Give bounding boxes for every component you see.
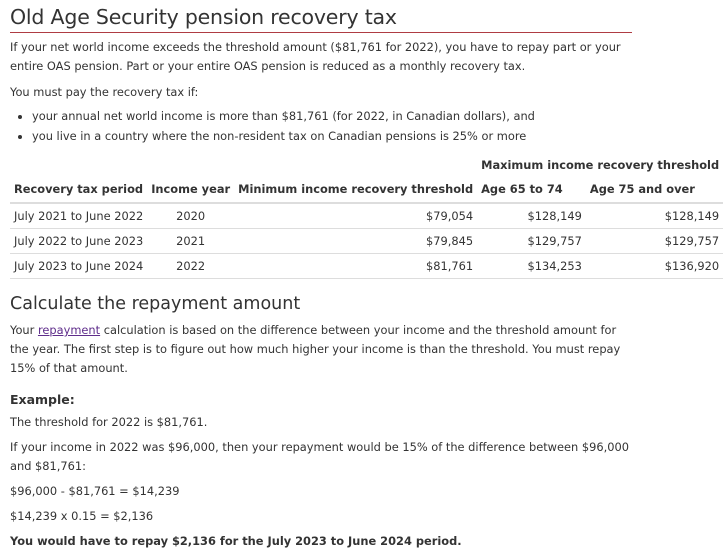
cell-minimum: $81,761 (234, 254, 477, 279)
intro-paragraph: If your net world income exceeds the threshold amount ($81,761 for 2022), you have to repay part or your entire OAS pension. Part or your entire OAS pension is reduced as a monthly recovery tax. (10, 40, 621, 73)
cell-age-75: $136,920 (586, 254, 723, 279)
cell-age-65-74: $129,757 (477, 229, 586, 254)
example-threshold-line: The threshold for 2022 is $81,761. (10, 415, 208, 429)
calc-heading: Calculate the repayment amount (10, 294, 301, 314)
cell-year: 2020 (147, 203, 234, 229)
column-header-period: Recovery tax period (10, 176, 147, 203)
table-row (10, 229, 723, 254)
column-header-minimum: Minimum income recovery threshold (234, 176, 477, 203)
table-header-row (10, 176, 723, 203)
must-pay-lead: You must pay the recovery tax if: (10, 85, 199, 99)
cell-period: July 2023 to June 2024 (10, 254, 147, 279)
table-row (10, 203, 723, 229)
example-multiplication-line: $14,239 x 0.15 = $2,136 (10, 509, 154, 523)
recovery-threshold-table (10, 153, 723, 279)
cell-minimum: $79,845 (234, 229, 477, 254)
cell-minimum: $79,054 (234, 203, 477, 229)
calc-text-after: calculation is based on the difference between your income and the threshold amount for the year. The first step is to figure out how much higher your income is than the threshold. You must repay 15% of that amount. (10, 323, 621, 375)
table-group-header-row (10, 153, 723, 176)
column-header-age-75: Age 75 and over (586, 176, 723, 203)
cell-period: July 2022 to June 2023 (10, 229, 147, 254)
page-title: Old Age Security pension recovery tax (10, 5, 632, 33)
column-header-age-65-74: Age 65 to 74 (477, 176, 586, 203)
cell-age-65-74: $128,149 (477, 203, 586, 229)
list-item: • your annual net world income is more than $81,761 (for 2022, in Canadian dollars), and (32, 106, 632, 126)
cell-period: July 2021 to June 2022 (10, 203, 147, 229)
conditions-list (10, 106, 632, 146)
page-content (10, 0, 720, 551)
group-header: Maximum income recovery threshold (481, 157, 720, 172)
repayment-link[interactable]: repayment (37, 323, 101, 337)
cell-year: 2022 (147, 254, 234, 279)
cell-age-65-74: $134,253 (477, 254, 586, 279)
table-row (10, 254, 723, 279)
column-header-year: Income year (147, 176, 234, 203)
example-difference-line: $96,000 - $81,761 = $14,239 (10, 484, 180, 498)
calc-text-before: Your (10, 323, 38, 337)
example-heading: Example: (10, 392, 75, 407)
cell-age-75: $128,149 (586, 203, 723, 229)
example-income-line: If your income in 2022 was $96,000, then your repayment would be 15% of the difference between $96,000 and $81,761: (10, 440, 629, 473)
list-item: • you live in a country where the non-resident tax on Canadian pensions is 25% or more (32, 126, 632, 146)
cell-year: 2021 (147, 229, 234, 254)
example-conclusion: You would have to repay $2,136 for the July 2023 to June 2024 period. (10, 534, 462, 548)
cell-age-75: $129,757 (586, 229, 723, 254)
calc-paragraph (10, 321, 632, 378)
